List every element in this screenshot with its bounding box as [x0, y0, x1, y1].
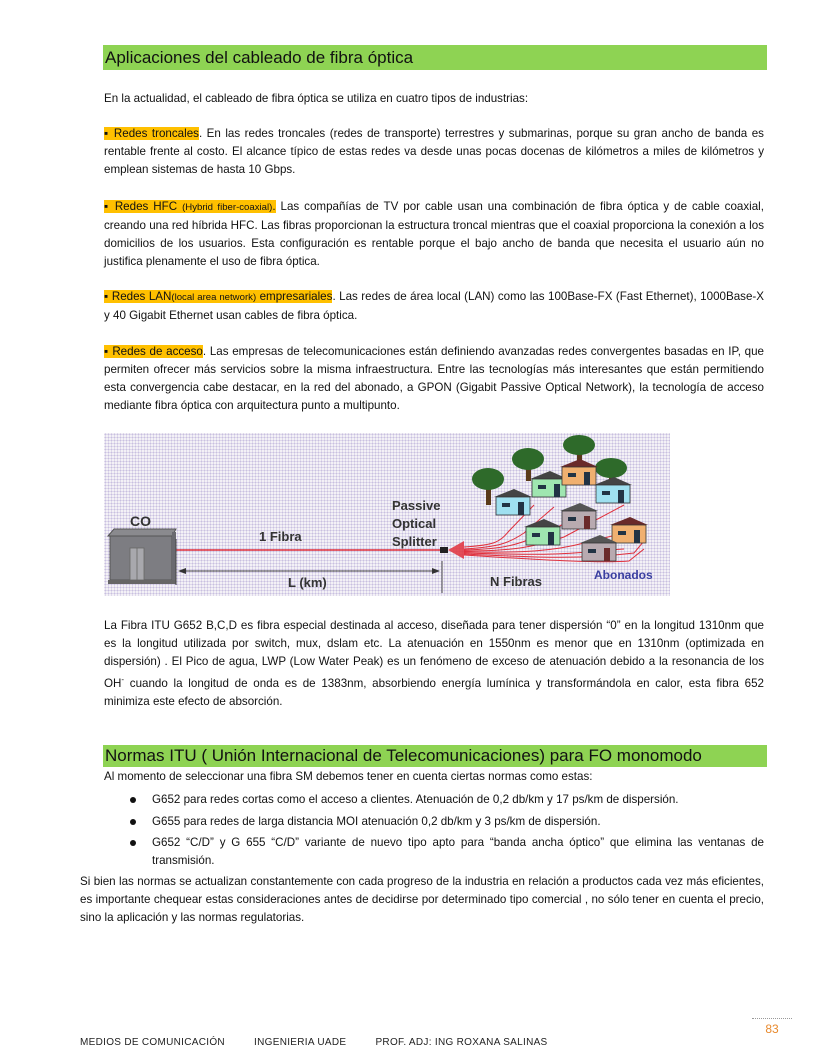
- splitter-label-line3: Splitter: [392, 534, 437, 549]
- list-item: [130, 834, 764, 869]
- normas-closing-paragraph: Si bien las normas se actualizan constantemente con cada progreso de la industria en relación a productos cada vez más eficientes, es importante chequear estas consideraciones antes de decidirse por determinado tipo comercial , no sólo tener en cuenta el precio, sino la aplicación y las normas regulatorias.: [80, 875, 764, 924]
- g652-paragraph: [104, 617, 764, 711]
- item-redes-troncales: [104, 125, 764, 179]
- pon-diagram: [104, 433, 670, 596]
- footer-course: MEDIOS DE COMUNICACIÓN: [80, 1037, 225, 1048]
- item-redes-acceso: [104, 343, 764, 415]
- bullet-dot-icon: [130, 797, 136, 803]
- item-label-small: (Hybrid fiber-coaxial): [182, 202, 273, 213]
- footer-institution: INGENIERIA UADE: [254, 1037, 347, 1048]
- item-label-small: (local area network): [171, 292, 257, 303]
- item-label: Redes HFC: [114, 200, 183, 213]
- normas-list: [130, 791, 764, 873]
- item-redes-hfc: [104, 198, 764, 271]
- item-label-highlight: [104, 127, 199, 140]
- oh-superscript: -: [121, 675, 125, 684]
- bullet-square-icon: ▪: [104, 345, 113, 358]
- fiber-label: 1 Fibra: [259, 529, 302, 544]
- item-text: . Las redes de área local (LAN) como las 100Base-FX (Fast Ethernet), 1000Base-X y 40 Gigabit Ethernet usan cables de fibra óptica.: [104, 290, 764, 322]
- co-label: CO: [130, 513, 151, 529]
- intro-paragraph: En la actualidad, el cableado de fibra óptica se utiliza en cuatro tipos de industrias:: [104, 92, 529, 105]
- section-heading-normas-itu: Normas ITU ( Unión Internacional de Telecomunicaciones) para FO monomodo: [103, 745, 767, 767]
- item-redes-lan: [104, 288, 764, 325]
- bullet-square-icon: ▪: [104, 127, 114, 140]
- item-label-highlight: [104, 345, 203, 358]
- item-label: Redes LAN: [111, 290, 172, 303]
- bullet-dot-icon: [130, 840, 136, 846]
- list-item-text: G655 para redes de larga distancia MOI atenuación 0,2 db/km y 3 ps/km de dispersión.: [152, 814, 601, 828]
- subscribers-label: Abonados: [594, 568, 653, 582]
- bullet-square-icon: ▪: [104, 200, 115, 213]
- splitter-label-line1: Passive: [392, 498, 441, 513]
- page-footer: [80, 1037, 574, 1048]
- item-text: Las compañías de TV por cable usan una combinación de fibra óptica y de cable coaxial, creando una red híbrida HFC. Las fibras proporcionan la estructura troncal mientras que el coaxial proporciona la conexión a los domicilios de los usuarios. Esta configuración es rentable porque el bajo ancho de banda que necesita el usuario aún no justifica plenamente el uso de fibra óptica.: [104, 200, 764, 268]
- g652-text-after: cuando la longitud de onda es de 1383nm, absorbiendo energía lumínica y transformándola en calor, esta fibra 652 minimiza este efecto de absorción.: [104, 676, 764, 708]
- bullet-square-icon: ▪: [104, 290, 112, 303]
- splitter-label-line2: Optical: [392, 516, 437, 531]
- g652-text-before: La Fibra ITU G652 B,C,D es fibra especial destinada al acceso, diseñada para tener dispersión “0” en la longitud 1310nm que es la longitud utilizada por switch, mux, dslam etc. La atenuación en 1550nm es menor que en 1310nm (optimizada en dispersión) . El Pico de agua, LWP (Low Water Peak) es un fenómeno de exceso de atenuación debido a la resonancia de los OH: [104, 619, 764, 690]
- list-item-text: G652 para redes cortas como el acceso a clientes. Atenuación de 0,2 db/km y 17 ps/km de dispersión.: [152, 793, 679, 806]
- list-item-text: G652 “C/D” y G 655 “C/D” variante de nuevo tipo apto para “banda ancha óptico” que elimina las ventanas de transmisión.: [152, 836, 764, 867]
- normas-intro: Al momento de seleccionar una fibra SM debemos tener en cuenta ciertas normas como estas:: [104, 770, 593, 783]
- splitter-node-icon: [440, 547, 448, 553]
- item-label-after: empresariales: [256, 290, 333, 303]
- distance-label: L (km): [288, 575, 327, 590]
- item-label-highlight: [104, 290, 332, 303]
- item-text: . En las redes troncales (redes de transporte) terrestres y submarinas, porque su gran ancho de banda es rentable frente al costo. El alcance típico de estas redes va desde unas pocas docenas de kilómetros a miles de kilómetros y emplean sistemas de hasta 10 Gbps.: [104, 127, 764, 176]
- list-item: [130, 791, 764, 809]
- bullet-dot-icon: [130, 819, 136, 825]
- section-heading-aplicaciones: Aplicaciones del cableado de fibra óptica: [103, 45, 767, 70]
- n-fibers-label: N Fibras: [490, 574, 543, 589]
- item-label-after: .: [272, 200, 276, 213]
- co-building-icon: [108, 529, 176, 584]
- splitter-fan: [448, 541, 464, 559]
- item-label: Redes troncales: [113, 127, 199, 140]
- page-number: 83: [752, 1018, 792, 1036]
- item-text: . Las empresas de telecomunicaciones están definiendo avanzadas redes convergentes basadas en IP, que permiten ofrecer más servicios sobre la misma infraestructura. Entre las tecnologías más interesantes que están permitiendo esta convergencia cabe destacar, en la red del abonado, a GPON (Gigabit Passive Optical Network), la tecnología de acceso mediante fibra óptica con arquitectura punto a multipunto.: [104, 345, 764, 412]
- pon-diagram-svg: [104, 433, 670, 596]
- list-item: [130, 813, 764, 831]
- item-label: Redes de acceso: [112, 345, 203, 358]
- item-label-highlight: [104, 200, 276, 213]
- footer-professor: PROF. ADJ: ING ROXANA SALINAS: [375, 1037, 548, 1048]
